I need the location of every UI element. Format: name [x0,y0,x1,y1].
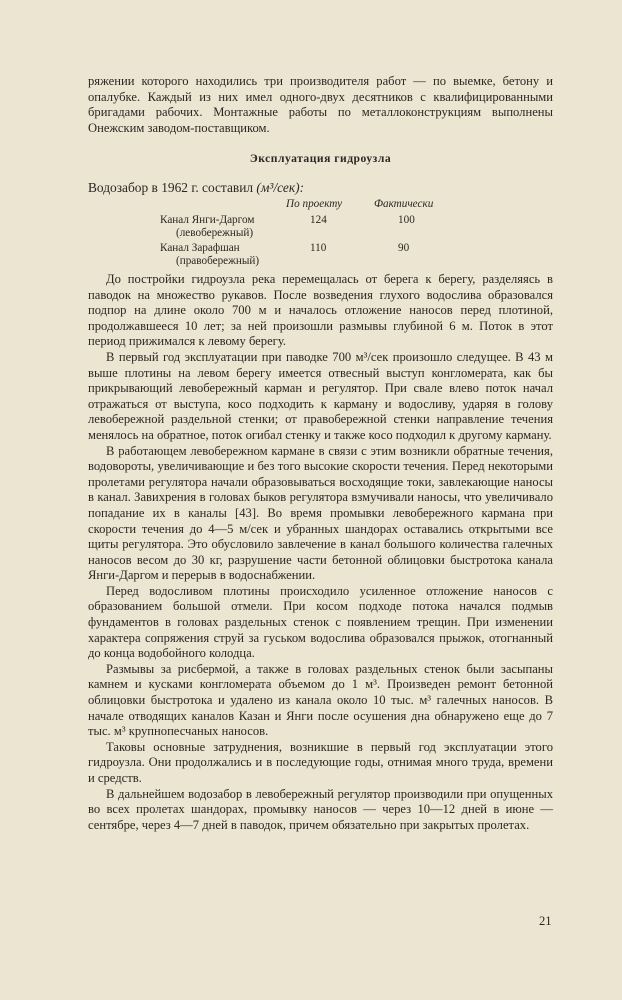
intake-intro [88,180,304,196]
paragraph: Таковы основные затруднения, возникшие в первый год эксплуатации этого гидроузла. Они продолжались и в последующие годы, отнимая много труда, времени и средств. [88,739,553,785]
top-paragraph-block [88,74,553,136]
row-project-value: 110 [310,242,327,254]
row-name: Канал Янги-Даргом [160,214,255,226]
row-name-cell [160,214,290,240]
header-actual: Фактически [374,198,434,210]
row-project-value: 124 [310,214,327,226]
row-actual-value: 90 [398,242,410,254]
row-note: (правобережный) [176,254,260,267]
body-text [88,272,553,833]
paragraph: Размывы за рисбермой, а также в головах раздельных стенок были засыпаны камнем и кусками конгломерата объемом до 1 м³. Произведен ремонт бетонной облицовки быстротока и удалено из канала около 10 тыс. м³ галечных наносов. В начале отводящих каналов Казан и Янги после осушения дна обнаружено еще до 7 тыс. м³ крупнопесчаных наносов. [88,661,553,739]
intro-unit: (м³/сек): [256,180,305,195]
paragraph: В работающем левобережном кармане в связи с этим возникли обратные течения, водовороты, увеличивающие и без того высокие скорости течения. Перед некоторыми пролетами регулятора начали образовываться восходящие токи, завлекающие наносы в канал. Завихрения в головах быков регулятора взмучивали наносы, что увеличивало попадание их в каналы [43]. Во время промывки левобережного кармана при скорости течения до 4—5 м/сек и убранных шандорах оставались открытыми все щиты регулятора. Это обусловило завлечение в канал большого количества галечных наносов весом до 30 кг, разрушение части бетонной облицовки быстротока канала Янги-Даргом и перерыв в водоснабжении. [88,443,553,583]
row-name: Канал Зарафшан [160,242,240,254]
paragraph: В дальнейшем водозабор в левобережный регулятор производили при опущенных во всех пролетах шандорах, промывку наносов — через 10—12 дней в июне — сентябре, через 4—7 дней в паводок, причем обязательно при закрытых пролетах. [88,786,553,832]
row-actual-value: 100 [398,214,415,226]
header-project: По проекту [286,198,343,210]
row-note: (левобережный) [176,226,254,239]
intro-text: Водозабор в 1962 г. составил [88,180,254,195]
page-number: 21 [539,914,552,928]
section-heading: Эксплуатация гидроузла [249,152,392,165]
paragraph: В первый год эксплуатации при паводке 700 м³/сек произошло следущее. В 43 м выше плотины на левом берегу имеется отвесный выступ конгломерата, как бы прикрывающий левобережный карман и регулятор. При свале влево поток начал отражаться от выступа, косо подходить к карману и водосливу, ударяя в голову левобережной раздельной стенки; от правобережной стенки направление течения менялось на обратное, поток огибал стенку и также косо подходил к другому карману. [88,349,553,442]
top-paragraph: ряжении которого находились три производителя работ — по выемке, бетону и опалубке. Каждый из них имел одного-двух десятников с квалифицированными бригадами рабочих. Монтажные работы по металлоконструкциям выполнены Онежским заводом-поставщиком. [88,74,553,135]
paragraph: Перед водосливом плотины происходило усиленное отложение наносов с образованием большой отмели. При косом подходе потока начался подмыв фундаментов в головах раздельных стенок с появлением трещин. При изменении характера сопряжения струй за гуськом водослива образовался прыжок, отогнанный до конца водобойного колодца. [88,583,553,661]
paragraph: До постройки гидроузла река перемещалась от берега к берегу, разделяясь в паводок на множество рукавов. После возведения глухого водослива образовался подпор на длине около 700 м и началось отложение наносов перед плотиной, продолжавшееся 10 лет; за ней произошли размывы глубиной 6 м. Поток в этот период прижимался к левому берегу. [88,272,553,349]
row-name-cell [160,242,290,268]
